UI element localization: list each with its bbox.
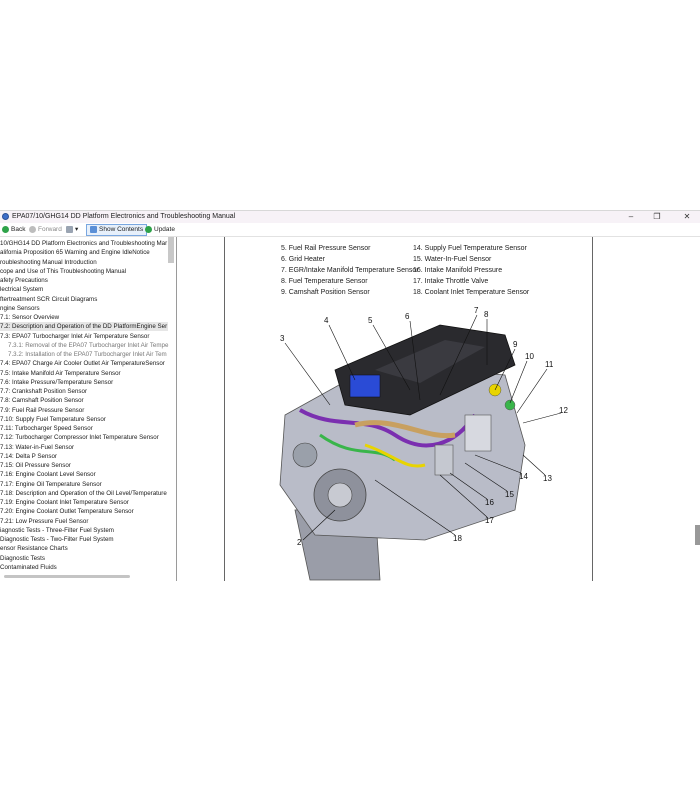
contents-tree-item[interactable]: 7.18: Description and Operation of the Oil Level/Temperature <box>0 489 167 497</box>
back-arrow-icon <box>2 226 9 233</box>
contents-tree-item[interactable]: 7.10: Supply Fuel Temperature Sensor <box>0 415 106 423</box>
contents-tree-item[interactable]: Contaminated Fluids <box>0 563 57 571</box>
callout-number-10: 10 <box>525 352 534 361</box>
legend-item: 5. Fuel Rail Pressure Sensor <box>281 245 371 252</box>
contents-tree-item[interactable]: 7.11: Turbocharger Speed Sensor <box>0 425 93 432</box>
legend-item: 16. Intake Manifold Pressure <box>413 267 503 274</box>
legend-item: 6. Grid Heater <box>281 256 325 263</box>
title-bar <box>0 211 700 223</box>
damper-hub-shape <box>328 483 352 507</box>
callout-number-5: 5 <box>368 316 373 325</box>
callout-number-14: 14 <box>519 472 528 481</box>
content-right-border <box>592 237 593 581</box>
contents-tree-item[interactable]: 7.4: EPA07 Charge Air Cooler Outlet Air TemperatureSensor <box>0 360 165 368</box>
contents-tree[interactable] <box>0 237 177 581</box>
legend-right-column <box>413 243 529 298</box>
update-label: Update <box>154 226 175 233</box>
update-button[interactable] <box>145 223 175 236</box>
contents-tree-item[interactable]: iagnostic Tests - Three-Filter Fuel System <box>0 526 114 534</box>
toolbar <box>0 223 700 237</box>
contents-tree-item[interactable]: alifornia Proposition 65 Warning and Engine IdleNotice <box>0 249 150 257</box>
manual-viewer-window <box>0 210 700 581</box>
back-button[interactable] <box>2 223 25 236</box>
contents-tree-item[interactable]: cope and Use of This Troubleshooting Manual <box>0 267 127 275</box>
contents-tree-item[interactable]: ftertreatment SCR Circuit Diagrams <box>0 295 98 303</box>
contents-tree-item[interactable]: ngine Sensors <box>0 304 40 312</box>
legend-item: 9. Camshaft Position Sensor <box>281 289 370 296</box>
forward-label: Forward <box>38 226 62 233</box>
callout-number-6: 6 <box>405 312 410 321</box>
legend-item: 18. Coolant Inlet Temperature Sensor <box>413 289 530 296</box>
window-title: EPA07/10/GHG14 DD Platform Electronics and Troubleshooting Manual <box>12 213 236 220</box>
callout-number-18: 18 <box>453 534 462 543</box>
callout-number-7: 7 <box>474 306 479 315</box>
contents-tree-item[interactable]: lectrical System <box>0 286 44 294</box>
topic-content-pane <box>177 237 700 581</box>
sensor-shape <box>505 400 515 410</box>
legend-item: 8. Fuel Temperature Sensor <box>281 278 368 285</box>
legend-left-column <box>281 243 419 298</box>
contents-tree-item[interactable]: 7.20: Engine Coolant Outlet Temperature Sensor <box>0 508 134 516</box>
legend-item: 7. EGR/Intake Manifold Temperature Sensor <box>281 267 419 274</box>
callout-number-15: 15 <box>505 490 514 499</box>
callout-number-12: 12 <box>559 406 568 415</box>
callout-number-16: 16 <box>485 498 494 507</box>
show-contents-label: Show Contents <box>99 226 144 233</box>
callout-number-2: 2 <box>297 538 302 547</box>
contents-tree-item[interactable]: 7.3.1: Removal of the EPA07 Turbocharger Inlet Air Tempe <box>8 341 169 349</box>
callout-number-3: 3 <box>280 334 285 343</box>
update-icon <box>145 226 152 233</box>
engine-sensor-diagram <box>225 295 585 581</box>
contents-tree-item[interactable]: 7.15: Oil Pressure Sensor <box>0 462 71 469</box>
help-app-icon <box>2 213 9 220</box>
contents-tree-item[interactable]: 10/GHG14 DD Platform Electronics and Troubleshooting Mar <box>0 240 168 247</box>
contents-tree-item[interactable]: Diagnostic Tests - Two-Filter Fuel System <box>0 536 114 543</box>
idler-pulley-shape <box>293 443 317 467</box>
print-dropdown-caret: ▾ <box>75 226 79 233</box>
contents-tree-item[interactable]: 7.21: Low Pressure Fuel Sensor <box>0 517 89 525</box>
callout-number-4: 4 <box>324 316 329 325</box>
contents-tree-item[interactable]: 7.8: Camshaft Position Sensor <box>0 397 84 405</box>
contents-tree-item[interactable]: 7.19: Engine Coolant Inlet Temperature Sensor <box>0 499 129 506</box>
contents-tree-item[interactable]: 7.13: Water-in-Fuel Sensor <box>0 443 75 451</box>
print-button[interactable] <box>66 223 78 236</box>
minimize-button[interactable]: – <box>628 212 634 221</box>
callout-number-17: 17 <box>485 516 494 525</box>
fuel-module-shape <box>435 445 453 475</box>
printer-icon <box>66 226 73 233</box>
contents-tree-item[interactable]: 7.12: Turbocharger Compressor Inlet Temperature Sensor <box>0 434 159 442</box>
contents-tree-item[interactable]: 7.3.2: Installation of the EPA07 Turbocharger Inlet Air Tem <box>8 351 167 358</box>
forward-arrow-icon <box>29 226 36 233</box>
legend-item: 15. Water-In-Fuel Sensor <box>413 256 492 263</box>
forward-button[interactable] <box>29 223 62 236</box>
callout-number-11: 11 <box>545 360 554 369</box>
contents-tree-item[interactable]: 7.2: Description and Operation of the DD PlatformEngine Ser <box>0 323 168 331</box>
callout-number-13: 13 <box>543 474 552 483</box>
callout-number-9: 9 <box>513 340 518 349</box>
show-contents-button[interactable] <box>86 224 147 236</box>
fuel-filter-shape <box>465 415 491 451</box>
page-scrollbar-thumb[interactable] <box>695 525 700 545</box>
contents-tree-item[interactable]: 7.3: EPA07 Turbocharger Inlet Air Temperature Sensor <box>0 332 150 340</box>
contents-tree-item[interactable]: 7.16: Engine Coolant Level Sensor <box>0 471 96 479</box>
callout-number-8: 8 <box>484 310 489 319</box>
contents-horizontal-scrollbar[interactable] <box>4 575 130 578</box>
contents-scrollbar-thumb[interactable] <box>168 237 174 263</box>
contents-icon <box>90 226 97 233</box>
contents-tree-item[interactable]: 7.5: Intake Manifold Air Temperature Sensor <box>0 369 121 377</box>
contents-tree-item[interactable]: 7.17: Engine Oil Temperature Sensor <box>0 480 102 488</box>
contents-tree-item[interactable]: 7.14: Delta P Sensor <box>0 452 57 460</box>
contents-tree-item[interactable]: 7.1: Sensor Overview <box>0 314 60 321</box>
legend-item: 17. Intake Throttle Valve <box>413 278 489 285</box>
restore-button[interactable]: ❐ <box>653 212 661 221</box>
contents-tree-item[interactable]: 7.7: Crankshaft Position Sensor <box>0 388 88 395</box>
contents-tree-item[interactable]: ensor Resistance Charts <box>0 545 68 553</box>
back-label: Back <box>11 226 26 233</box>
contents-tree-item[interactable]: afety Precautions <box>0 277 48 284</box>
close-button[interactable]: ✕ <box>683 212 691 221</box>
contents-tree-item[interactable]: 7.6: Intake Pressure/Temperature Sensor <box>0 378 114 386</box>
contents-tree-item[interactable]: Diagnostic Tests <box>0 554 45 562</box>
contents-tree-item[interactable]: roubleshooting Manual Introduction <box>0 258 97 266</box>
contents-tree-item[interactable]: 7.9: Fuel Rail Pressure Sensor <box>0 406 85 414</box>
legend-item: 14. Supply Fuel Temperature Sensor <box>413 245 527 252</box>
